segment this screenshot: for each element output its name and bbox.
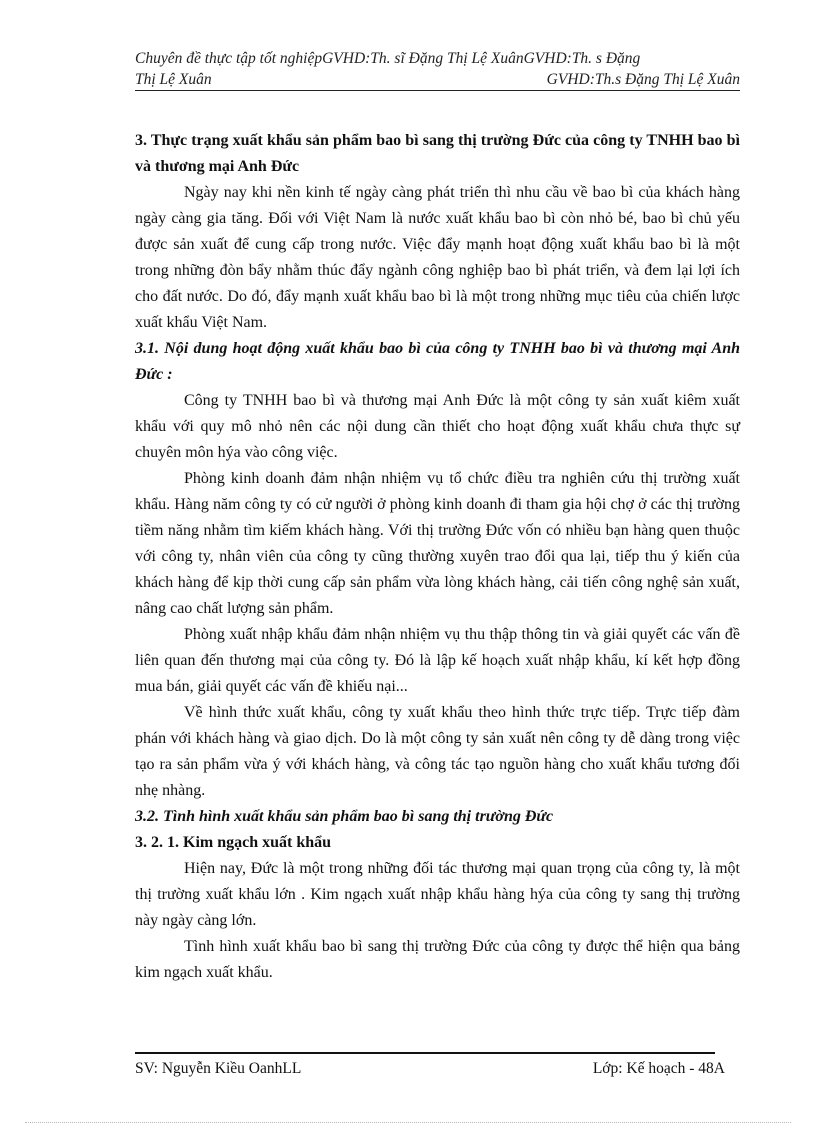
header-line-2 <box>135 69 740 90</box>
section-3-1-paragraph-3: Phòng xuất nhập khẩu đảm nhận nhiệm vụ thu thập thông tin và giải quyết các vấn đề liên quan đến thương mại của công ty. Đó là lập kế hoạch xuất nhập khẩu, kí kết hợp đồng mua bán, giải quyết các vấn đề khiếu nại... <box>135 626 740 695</box>
page-footer <box>135 1058 725 1080</box>
section-3-2-1-heading: 3. 2. 1. Kim ngạch xuất khẩu <box>135 834 332 851</box>
section-3-1-paragraph-2: Phòng kinh doanh đảm nhận nhiệm vụ tổ chức điều tra nghiên cứu thị trường xuất khẩu. Hàng năm công ty có cử người ở phòng kinh doanh đi tham gia hội chợ ở các thị trường tiềm năng nhằm tìm kiếm khách hàng. Với thị trường Đức vốn có nhiều bạn hàng quen thuộc với công ty, nhân viên của công ty cũng thường xuyên trao đổi qua lại, tiếp thu ý kiến của khách hàng để kịp thời cung cấp sản phẩm vừa lòng khách hàng, cải tiến công nghệ sản xuất, nâng cao chất lượng sản phẩm. <box>135 470 740 617</box>
section-3-2-heading: 3.2. Tình hình xuất khẩu sản phẩm bao bì sang thị trường Đức <box>135 808 554 825</box>
header-divider <box>135 90 740 91</box>
section-3-1-paragraph-4: Về hình thức xuất khẩu, công ty xuất khẩu theo hình thức trực tiếp. Trực tiếp đàm phán với khách hàng và giao dịch. Do là một công ty sản xuất nên công ty dễ dàng trong việc tạo ra sản phẩm vừa ý với khách hàng, và công tác tạo nguồn hàng cho xuất khẩu tương đối nhẹ nhàng. <box>135 704 740 799</box>
section-3-2-1-paragraph-2: Tình hình xuất khẩu bao bì sang thị trường Đức của công ty được thể hiện qua bảng kim ngạch xuất khẩu. <box>135 938 740 981</box>
footer-student: SV: Nguyễn Kiều OanhLL <box>135 1060 302 1077</box>
section-3-paragraph: Ngày nay khi nền kinh tế ngày càng phát triển thì nhu cầu về bao bì của khách hàng ngày càng gia tăng. Đối với Việt Nam là nước xuất khẩu bao bì còn nhỏ bé, bao bì chủ yếu được sản xuất để cung cấp trong nước. Việc đẩy mạnh hoạt động xuất khẩu bao bì là một trong những đòn bẩy nhằm thúc đẩy ngành công nghiệp bao bì phát triển, và đem lại lợi ích cho đất nước. Do đó, đẩy mạnh xuất khẩu bao bì là một trong những mục tiêu của chiến lược xuất khẩu Việt Nam. <box>135 184 740 331</box>
section-3-1-paragraph-1: Công ty TNHH bao bì và thương mại Anh Đức là một công ty sản xuất kiêm xuất khẩu với quy mô nhỏ nên các nội dung cần thiết cho hoạt động xuất khẩu chưa thực sự chuyên môn hýa vào công việc. <box>135 392 740 461</box>
header-line-2-left: Thị Lệ Xuân <box>135 71 212 88</box>
header-line-1: Chuyên đề thực tập tốt nghiệpGVHD:Th. sĩ Đặng Thị Lệ XuânGVHD:Th. s Đặng <box>135 50 641 67</box>
section-3-heading: 3. Thực trạng xuất khẩu sản phẩm bao bì sang thị trường Đức của công ty TNHH bao bì và thương mại Anh Đức <box>135 132 740 175</box>
page-header <box>135 48 740 90</box>
header-line-2-right: GVHD:Th.s Đặng Thị Lệ Xuân <box>546 71 740 88</box>
section-3-1-heading: 3.1. Nội dung hoạt động xuất khẩu bao bì của công ty TNHH bao bì và thương mại Anh Đức : <box>135 340 740 383</box>
document-body <box>135 128 740 986</box>
footer-class: Lớp: Kế hoạch - 48A <box>592 1060 725 1077</box>
section-3-2-1-paragraph-1: Hiện nay, Đức là một trong những đối tác thương mại quan trọng của công ty, là một thị trường xuất khẩu lớn . Kim ngạch xuất nhập khẩu hàng hýa của công ty sang thị trường này ngày càng lớn. <box>135 860 740 929</box>
footer-divider <box>135 1052 715 1054</box>
